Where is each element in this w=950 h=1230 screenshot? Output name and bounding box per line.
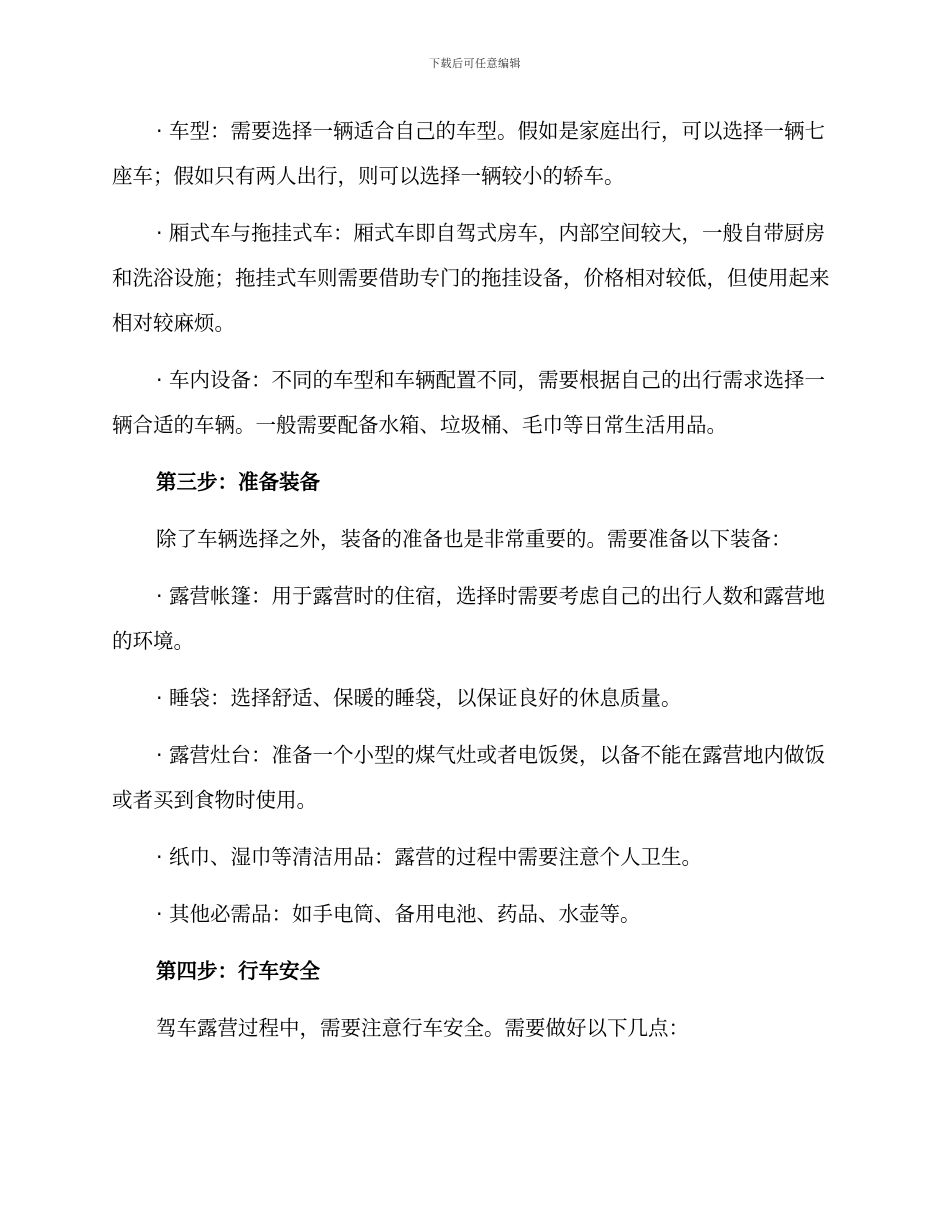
paragraph-driving-safety-intro: 驾车露营过程中，需要注意行车安全。需要做好以下几点： [156,1016,689,1040]
bullet-vehicle-type: · 车型：需要选择一辆适合自己的车型。假如是家庭出行，可以选择一辆七座车；假如只有两人出行，则可以选择一辆较小的轿车。 [112,119,826,188]
bullet-other-essentials: · 其他必需品：如手电筒、备用电池、药品、水壶等。 [156,902,641,926]
bullet-tent: · 露营帐篷：用于露营时的住宿，选择时需要考虑自己的出行人数和露营地的环境。 [112,584,826,653]
section-heading-step-three: 第三步：准备装备 [156,470,320,494]
bullet-in-vehicle-equipment: · 车内设备：不同的车型和车辆配置不同，需要根据自己的出行需求选择一辆合适的车辆。一般需要配备水箱、垃圾桶、毛巾等日常生活用品。 [112,368,826,437]
section-heading-step-four: 第四步：行车安全 [156,959,320,983]
bullet-van-vs-trailer: · 厢式车与拖挂式车：厢式车即自驾式房车，内部空间较大，一般自带厨房和洗浴设施；拖挂式车则需要借助专门的拖挂设备，价格相对较低，但使用起来相对较麻烦。 [112,221,830,335]
paragraph-equipment-intro: 除了车辆选择之外，装备的准备也是非常重要的。需要准备以下装备： [156,527,792,551]
bullet-cleaning-supplies: · 纸巾、湿巾等清洁用品：露营的过程中需要注意个人卫生。 [156,845,703,869]
bullet-sleeping-bag: · 睡袋：选择舒适、保暖的睡袋，以保证良好的休息质量。 [156,686,682,710]
header-note: 下载后可任意编辑 [429,57,521,70]
document-body [112,109,834,1063]
bullet-camping-stove: · 露营灶台：准备一个小型的煤气灶或者电饭煲，以备不能在露营地内做饭或者买到食物时使用。 [112,743,826,812]
